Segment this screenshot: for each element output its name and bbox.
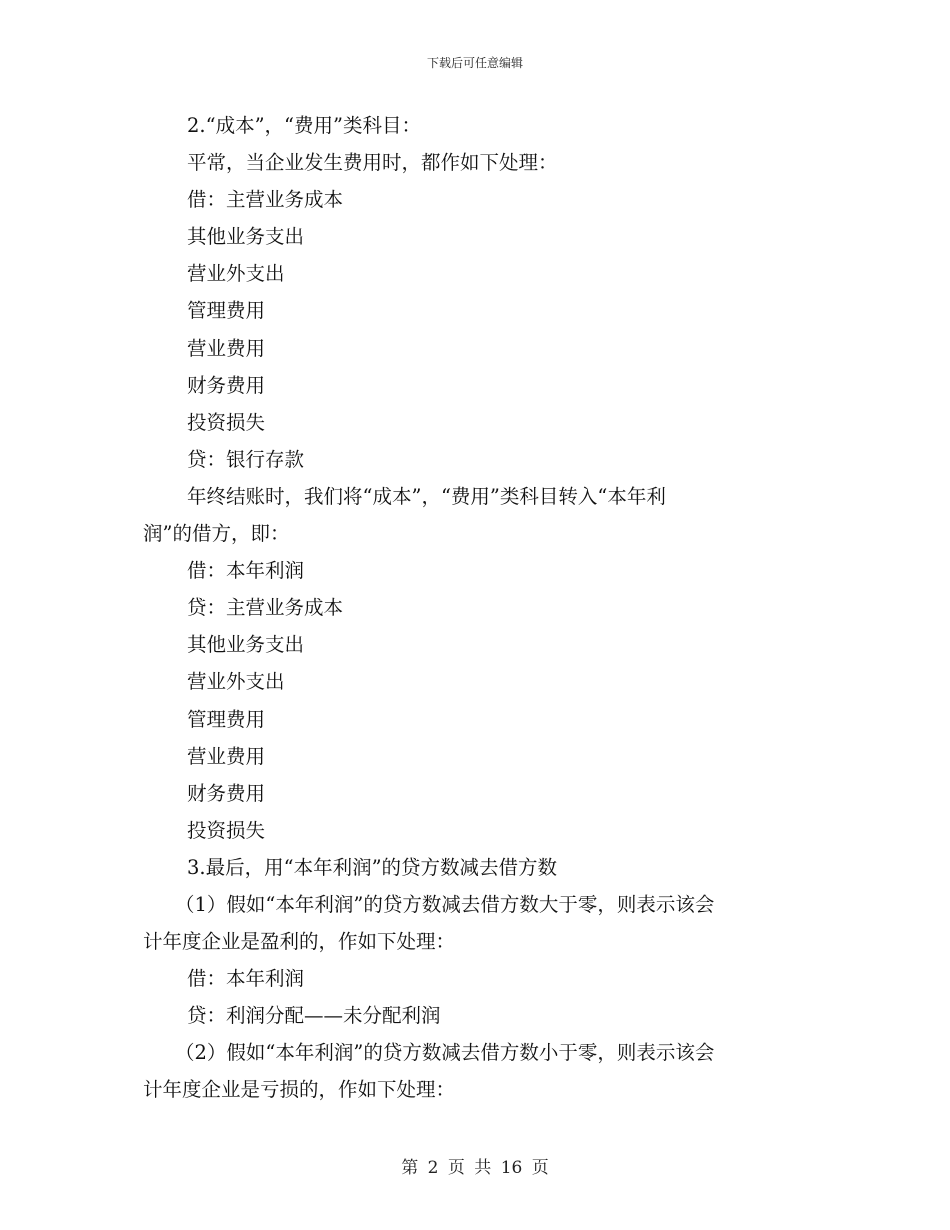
paragraph-line: 平常，当企业发生费用时，都作如下处理： [187, 151, 558, 175]
credit-entry-line: 贷：银行存款 [187, 447, 305, 471]
account-line: 管理费用 [187, 299, 266, 323]
account-line: 管理费用 [187, 707, 266, 731]
account-line: 营业费用 [187, 336, 266, 360]
page-footer-pagination: 第 2 页 共 16 页 [401, 1158, 549, 1178]
account-line: 投资损失 [187, 410, 266, 434]
account-line: 营业费用 [187, 744, 266, 768]
account-line: 其他业务支出 [187, 633, 305, 657]
debit-entry-line: 借：本年利润 [187, 967, 305, 991]
account-line: 财务费用 [187, 373, 266, 397]
paragraph-line: 年终结账时，我们将“成本”，“费用”类科目转入“本年利 [187, 484, 666, 508]
debit-entry-line: 借：本年利润 [187, 559, 305, 583]
credit-entry-line: 贷：利润分配——未分配利润 [187, 1004, 441, 1028]
account-line: 营业外支出 [187, 262, 285, 286]
account-line: 其他业务支出 [187, 225, 305, 249]
account-line: 投资损失 [187, 818, 266, 842]
section-heading-final-step: 3.最后，用“本年利润”的贷方数减去借方数 [187, 855, 558, 879]
paragraph-line: （2）假如“本年利润”的贷方数减去借方数小于零，则表示该会 [175, 1041, 715, 1065]
account-line: 财务费用 [187, 781, 266, 805]
page-header: 下载后可任意编辑 [426, 56, 523, 70]
paragraph-continuation: 计年度企业是盈利的，作如下处理： [143, 930, 456, 954]
document-body [143, 107, 813, 1109]
section-heading-costs-expenses: 2.“成本”，“费用”类科目： [187, 114, 421, 137]
account-line: 营业外支出 [187, 670, 285, 694]
paragraph-continuation: 计年度企业是亏损的，作如下处理： [143, 1078, 456, 1102]
debit-entry-line: 借：主营业务成本 [187, 188, 344, 212]
paragraph-continuation: 润”的借方，即： [143, 522, 290, 546]
paragraph-line: （1）假如“本年利润”的贷方数减去借方数大于零，则表示该会 [175, 892, 715, 916]
credit-entry-line: 贷：主营业务成本 [187, 596, 344, 620]
